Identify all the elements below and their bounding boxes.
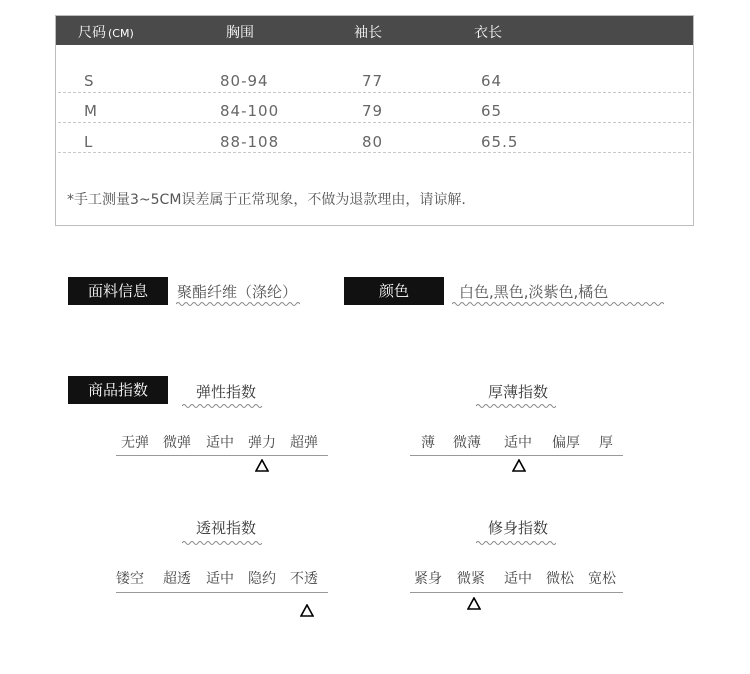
scale-option: 镂空 — [116, 571, 144, 587]
fabric-label: 面料信息 — [68, 277, 168, 305]
thickness-scale — [410, 432, 623, 478]
transparency-scale — [116, 568, 328, 620]
scale-option: 紧身 — [414, 571, 442, 587]
product-index-label: 商品指数 — [68, 376, 168, 404]
scale-option: 微弹 — [163, 435, 191, 451]
indicator-triangle-icon — [300, 604, 314, 617]
transparency-title: 透视指数 — [195, 519, 256, 537]
fit-scale — [410, 568, 623, 620]
scale-line — [116, 592, 328, 593]
size-table — [55, 15, 694, 226]
indicator-triangle-icon — [255, 459, 269, 472]
header-chest: 胸围 — [226, 25, 254, 41]
header-size: 尺码 (CM) — [78, 25, 134, 41]
cell-length: 64 — [481, 72, 503, 90]
fabric-value: 聚酯纤维（涤纶） — [177, 283, 298, 301]
cell-sleeve: 80 — [362, 133, 384, 151]
cell-length: 65 — [481, 102, 503, 120]
wavy-underline — [182, 540, 262, 546]
row-divider — [58, 122, 691, 123]
cell-size: M — [84, 102, 98, 120]
cell-sleeve: 79 — [362, 102, 384, 120]
scale-option: 适中 — [206, 571, 234, 587]
fit-title: 修身指数 — [487, 519, 548, 537]
thickness-title: 厚薄指数 — [487, 383, 548, 401]
scale-option: 隐约 — [248, 571, 276, 587]
row-divider — [58, 92, 691, 93]
scale-line — [410, 455, 623, 456]
wavy-underline — [476, 540, 556, 546]
scale-option: 宽松 — [588, 571, 616, 587]
scale-option: 适中 — [504, 571, 532, 587]
cell-sleeve: 77 — [362, 72, 384, 90]
indicator-triangle-icon — [467, 597, 481, 610]
indicator-triangle-icon — [512, 459, 526, 472]
wavy-underline — [452, 301, 664, 307]
scale-option: 弹力 — [248, 435, 276, 451]
scale-option: 微薄 — [453, 435, 481, 451]
cell-size: S — [84, 72, 95, 90]
scale-option: 超透 — [163, 571, 191, 587]
cell-chest: 84-100 — [220, 102, 280, 120]
scale-line — [116, 455, 328, 456]
wavy-underline — [182, 403, 262, 409]
color-label: 颜色 — [344, 277, 444, 305]
cell-length: 65.5 — [481, 133, 519, 151]
size-table-header — [56, 16, 693, 45]
elasticity-scale — [116, 432, 328, 478]
cell-chest: 88-108 — [220, 133, 280, 151]
color-value: 白色,黑色,淡紫色,橘色 — [459, 283, 609, 301]
wavy-underline — [176, 301, 300, 307]
elasticity-title: 弹性指数 — [195, 383, 256, 401]
scale-option: 微松 — [546, 571, 574, 587]
scale-option: 适中 — [206, 435, 234, 451]
scale-option: 厚 — [599, 435, 613, 451]
header-sleeve: 袖长 — [354, 25, 382, 41]
scale-option: 不透 — [290, 571, 318, 587]
scale-option: 偏厚 — [552, 435, 580, 451]
cell-size: L — [84, 133, 94, 151]
scale-option: 薄 — [421, 435, 435, 451]
row-divider — [58, 152, 691, 153]
wavy-underline — [476, 403, 556, 409]
scale-option: 微紧 — [457, 571, 485, 587]
scale-option: 无弹 — [121, 435, 149, 451]
header-length: 衣长 — [474, 25, 502, 41]
measurement-note: *手工测量3~5CM误差属于正常现象，不做为退款理由，请谅解. — [67, 192, 466, 208]
scale-option: 适中 — [504, 435, 532, 451]
scale-line — [410, 592, 623, 593]
cell-chest: 80-94 — [220, 72, 269, 90]
scale-option: 超弹 — [290, 435, 318, 451]
